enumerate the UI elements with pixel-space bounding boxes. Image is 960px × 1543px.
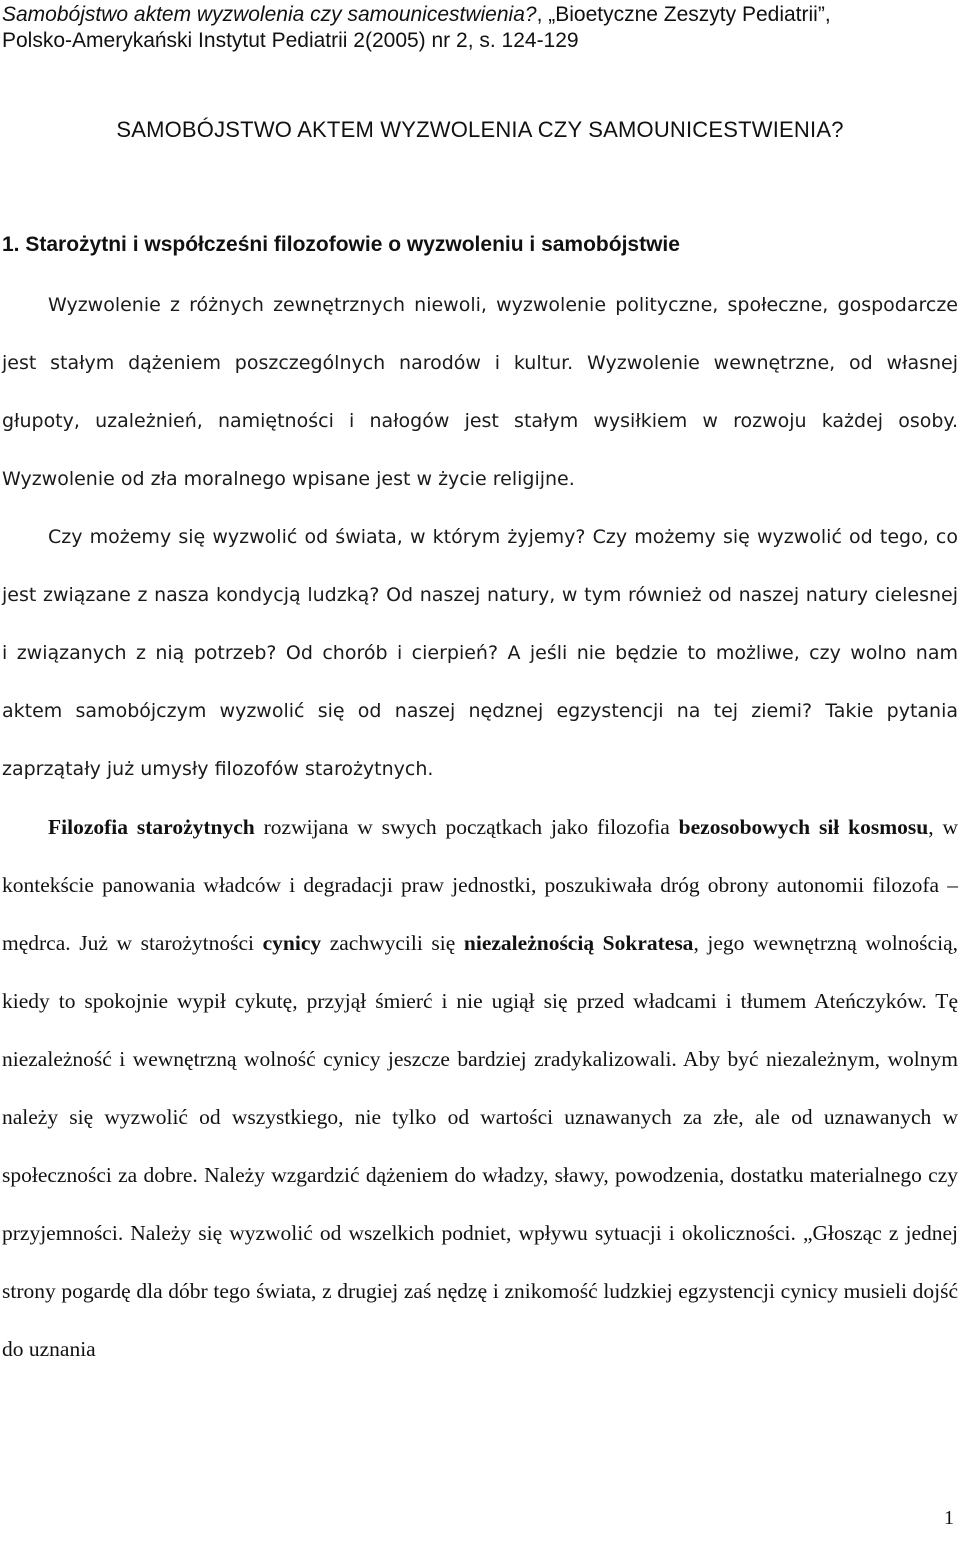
- paragraph-1: [2, 276, 958, 508]
- citation-journal: , „Bioetyczne Zeszyty Pediatrii”,: [536, 3, 831, 26]
- bold-term: niezależnością Sokratesa: [463, 931, 694, 955]
- citation-title: Samobójstwo aktem wyzwolenia czy samounicestwienia?: [2, 3, 537, 26]
- citation-header: [2, 2, 942, 54]
- paragraph-3: [2, 798, 958, 1378]
- paragraph-3-text: rozwijana w swych początkach jako filozofia: [254, 815, 679, 839]
- document-title: SAMOBÓJSTWO AKTEM WYZWOLENIA CZY SAMOUNICESTWIENIA?: [116, 117, 844, 142]
- bold-term: bezosobowych sił kosmosu: [678, 815, 929, 839]
- paragraph-1-text: Wyzwolenie z różnych zewnętrznych niewoli, wyzwolenie polityczne, społeczne, gospodarcze jest stałym dążeniem poszczególnych narodów i kultur. Wyzwolenie wewnętrzne, od własnej głupoty, uzależnień, namiętności i nałogów jest stałym wysiłkiem w rozwoju każdej osoby. Wyzwolenie od zła moralnego wpisane jest w życie religijne.: [2, 294, 958, 490]
- citation-publisher: Polsko-Amerykański Instytut Pediatrii 2(2005) nr 2, s. 124-129: [2, 29, 579, 52]
- bold-term: Filozofia starożytnych: [48, 815, 255, 839]
- paragraph-3-text: , jego wewnętrzną wolnością, kiedy to spokojnie wypił cykutę, przyjął śmierć i nie ugiął się przed władcami i tłumem Ateńczyków. Tę niezależność i wewnętrzną wolność cynicy jeszcze bardziej zradykalizowali. Aby być niezależnym, wolnym należy się wyzwolić od wszystkiego, nie tylko od wartości uznawanych za złe, ale od uznawanych w społeczności za dobre. Należy wzgardzić dążeniem do władzy, sławy, powodzenia, dostatku materialnego czy przyjemności. Należy się wyzwolić od wszelkich podniet, wpływu sytuacji i okoliczności. „Głosząc z jednej strony pogardę dla dóbr tego świata, z drugiej zaś nędzę i znikomość ludzkiej egzystencji cynicy musieli dojść do uznania: [2, 931, 958, 1361]
- paragraph-3-text: , w kontekście panowania władców i degradacji praw jednostki, poszukiwała dróg obrony autonomii filozofa – mędrca. Już w starożytności: [2, 815, 958, 955]
- paragraph-2: [2, 508, 958, 798]
- page-number: 1: [944, 1507, 954, 1529]
- paragraph-2-text: Czy możemy się wyzwolić od świata, w którym żyjemy? Czy możemy się wyzwolić od tego, co jest związane z nasza kondycją ludzką? Od naszej natury, w tym również od naszej natury cielesnej i związanych z nią potrzeb? Od chorób i cierpień? A jeśli nie będzie to możliwe, czy wolno nam aktem samobójczym wyzwolić się od naszej nędznej egzystencji na tej ziemi? Takie pytania zaprzątały już umysły filozofów starożytnych.: [2, 526, 958, 780]
- paragraph-3-text: zachwycili się: [321, 931, 464, 955]
- bold-term: cynicy: [262, 931, 322, 955]
- section-heading: 1. Starożytni i współcześni filozofowie o wyzwoleniu i samobójstwie: [2, 233, 680, 256]
